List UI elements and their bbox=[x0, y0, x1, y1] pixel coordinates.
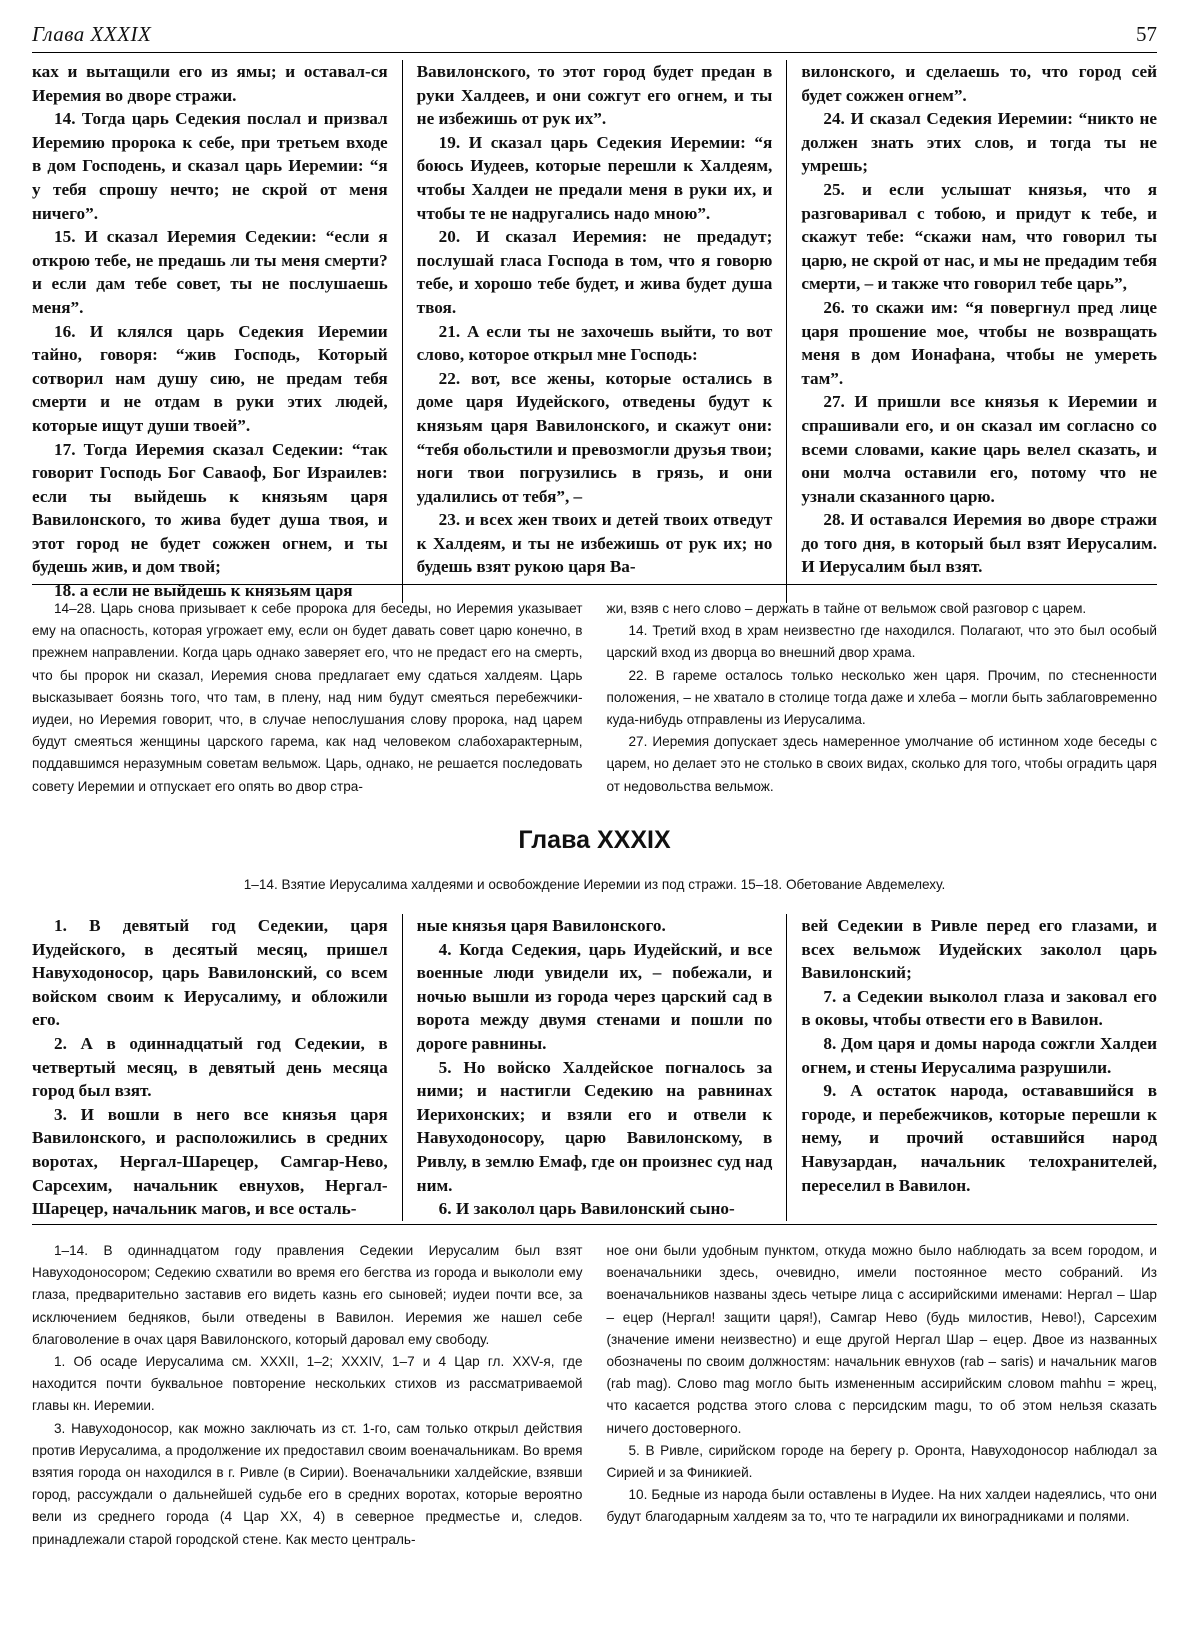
verse: 19. И сказал царь Седекия Иеремии: “я боюсь Иудеев, которые перешли к Халдеям, чтобы Халдеи не предали меня в руки их, и чтобы те не надругались надо мною”. bbox=[416, 132, 773, 223]
verse: 25. и если услышат князья, что я разговаривал с тобою, и придут к тебе, и скажут тебе: “скажи нам, что говорил ты царю, не скрой от нас, и мы не предадим тебя смерти, – и также что говорил тебе царь”, bbox=[801, 179, 1158, 294]
verse: 7. а Седекии выколол глаза и заковал его в оковы, чтобы отвести его в Вавилон. bbox=[801, 986, 1158, 1030]
bottom-text-column-2 bbox=[402, 914, 787, 1221]
verse: 20. И сказал Иеремия: не предадут; послушай гласа Господа в том, что я говорю тебе, и хорошо тебе будет, и жива будет душа твоя. bbox=[416, 227, 773, 317]
chapter-title: Глава XXXIX bbox=[518, 826, 671, 854]
verse: 26. то скажи им: “я повергнул пред лице царя прошение мое, чтобы не возвращать меня в дом Ионафана, чтобы не умереть там”. bbox=[801, 297, 1158, 388]
commentary-column-1 bbox=[32, 598, 583, 798]
verse: 21. А если ты не захочешь выйти, то вот слово, которое открыл мне Господь: bbox=[416, 321, 773, 365]
top-text-column-1 bbox=[32, 60, 402, 603]
commentary-paragraph: 22. В гареме осталось только несколько жен царя. Прочим, по стесненности положения, – не хватало в столице тогда даже и хлеба – могли быть заблаговременно куда-нибудь отправлены из Иерусалима. bbox=[606, 667, 1157, 728]
commentary-paragraph: 3. Навуходоносор, как можно заключать из ст. 1-го, сам только открыл действия против Иерусалима, а продолжение их предоставил своим военачальникам. Во время взятия города он находился в г. Ривле (в Сирии). Военачальники халдейские, взявши город, рассуждали о дальнейшей судьбе его в средних воротах, которые вероятно вели из среднего города (4 Цар XX, 4) в северное предместье и, следов. принадлежали старой городской стене. Как место централь- bbox=[32, 1420, 583, 1547]
verse: 6. И заколол царь Вавилонский сыно- bbox=[438, 1199, 735, 1219]
top-text-column-3 bbox=[786, 60, 1157, 603]
top-text-column-2 bbox=[402, 60, 787, 603]
bottom-text-columns bbox=[32, 914, 1157, 1221]
commentary-paragraph: 5. В Ривле, сирийском городе на берегу р. Оронта, Навуходоносор наблюдал за Сирией и за Финикией. bbox=[606, 1442, 1157, 1481]
top-text-columns bbox=[32, 60, 1157, 603]
verse: 2. А в одиннадцатый год Седекии, в четвертый месяц, в девятый день месяца город был взят. bbox=[32, 1033, 388, 1101]
verse: 1. В девятый год Седекии, царя Иудейского, в десятый месяц, пришел Навуходоносор, царь Вавилонский, со всем войском своим к Иерусалиму, и обложили его. bbox=[32, 916, 388, 1030]
verse: 18. а если не выйдешь к князьям царя bbox=[54, 581, 353, 601]
running-header bbox=[32, 18, 1157, 53]
verse: ные князья царя Вавилонского. bbox=[416, 916, 666, 935]
verse: 4. Когда Седекия, царь Иудейский, и все военные люди увидели их, – побежали, и ночью вышли из города через царский сад в ворота между двумя стенами и пошли по дороге равнины. bbox=[416, 939, 773, 1053]
top-commentary bbox=[32, 598, 1157, 798]
commentary-column-2 bbox=[607, 598, 1158, 798]
verse: 14. Тогда царь Седекия послал и призвал Иеремию пророка к себе, при третьем входе в дом Господень, и сказал царь Иеремии: “я у тебя спрошу нечто; не скрой от меня ничего”. bbox=[32, 109, 388, 223]
verse: вей Седекии в Ривле перед его глазами, и всех вельмож Иудейских заколол царь Вавилонский; bbox=[801, 916, 1158, 983]
verse: 22. вот, все жены, которые остались в доме царя Иудейского, отведены будут к князьям царя Вавилонского, и скажут они: “тебя обольстили и превозмогли друзья твои; ноги твои погрузились в грязь, и они удалились от тебя”, – bbox=[416, 368, 773, 506]
commentary-paragraph: ное они были удобным пунктом, откуда можно было наблюдать за всем городом, и военачальники здесь, очевидно, имели постоянное место собраний. Из военачальников названы здесь четыре лица с ассирийскими именами: Нергал – Шар – ецер (Нергал! защити царя!), Самгар Нево (будь милостив, Нево!), Сарсехим (значение имени неизвестно) и еще другой Нергал Шар – ецер. Двое из названных обозначены по своим должностям: начальник евнухов (rab – saris) и начальник магов (rab mag). Слово mag могло быть измененным ассирийским словом mahhu = жрец, что касается родства этого слова с персидским magu, то об этом нельзя сказать ничего достоверного. bbox=[606, 1243, 1157, 1436]
verse: 5. Но войско Халдейское погналось за ними; и настигли Седекию на равнинах Иерихонских; и взяли его и отвели к Навуходоносору, царю Вавилонскому, в Ривлу, в землю Емаф, где он произнес суд над ним. bbox=[416, 1057, 773, 1195]
verse: 27. И пришли все князья к Иеремии и спрашивали его, и он сказал им согласно со всеми словами, какие царь велел сказать, и они молча оставили его, потому что не узнали сказанного царю. bbox=[801, 392, 1158, 506]
verse: 17. Тогда Иеремия сказал Седекии: “так говорит Господь Бог Саваоф, Бог Израилев: если ты выйдешь к князьям царя Вавилонского, то жива будет душа твоя, и этот город не будет сожжен огнем, и ты будешь жив, и дом твой; bbox=[32, 439, 388, 577]
verse: 9. А остаток народа, остававшийся в городе, и перебежчиков, которые перешли к нему, и прочий оставшийся народ Навузардан, начальник телохранителей, переселил в Вавилон. bbox=[801, 1081, 1158, 1195]
verse: вилонского, и сделаешь то, что город сей будет сожжен огнем”. bbox=[801, 62, 1158, 105]
commentary-paragraph: 10. Бедные из народа были оставлены в Иудее. На них халдеи надеялись, что они будут благодарным халдеям за то, что те наградили их виноградниками и полями. bbox=[606, 1487, 1157, 1525]
chapter-summary: 1–14. Взятие Иерусалима халдеями и освобождение Иеремии из под стражи. 15–18. Обетование Авдемелеху. bbox=[243, 877, 946, 892]
running-title: Глава XXXIX bbox=[32, 22, 152, 46]
bottom-text-column-3 bbox=[786, 914, 1157, 1221]
verse: 3. И вошли в него все князья царя Вавилонского, и расположились в средних воротах, Нергал-Шарецер, Самгар-Нево, Сарсехим, начальник евнухов, Нергал-Шарецер, начальник магов, и все осталь- bbox=[32, 1104, 388, 1219]
verse: 28. И оставался Иеремия во дворе стражи до того дня, в который был взят Иерусалим. И Иерусалим был взят. bbox=[801, 510, 1158, 577]
commentary-paragraph: 27. Иеремия допускает здесь намеренное умолчание об истинном ходе беседы с царем, но делает это не столько в своих видах, сколько для того, чтобы оградить царя от недовольства вельмож. bbox=[606, 734, 1157, 794]
verse: ках и вытащили его из ямы; и оставал-ся Иеремия во дворе стражи. bbox=[32, 62, 388, 105]
divider bbox=[32, 584, 1157, 585]
verse: 24. И сказал Седекия Иеремии: “никто не должен знать этих слов, и тогда ты не умрешь; bbox=[801, 109, 1158, 176]
verse: 23. и всех жен твоих и детей твоих отведут к Халдеям, и ты не избежишь от рук их; но будешь взят рукою царя Ва- bbox=[416, 510, 773, 577]
verse: 15. И сказал Иеремия Седекии: “если я открою тебе, не предашь ли ты меня смерти? и если дам тебе совет, ты не послушаешь меня”. bbox=[32, 227, 388, 317]
commentary-paragraph: 1. Об осаде Иерусалима см. XXXII, 1–2; XXXIV, 1–7 и 4 Цар гл. XXV-я, где находится почти буквальное повторение нескольких стихов из рассматриваемой главы кн. Иеремии. bbox=[32, 1354, 583, 1414]
commentary-paragraph: 14–28. Царь снова призывает к себе пророка для беседы, но Иеремия указывает ему на опасность, которая угрожает ему, если он будет давать совет царю конечно, в прежнем направлении. Когда царь однако заверяет его, что не предаст его на смерть, что бы пророк ни сказал, Иеремия снова предлагает ему сдаться халдеям. Царь высказывает боязнь того, что там, в плену, над ним будут смеяться перебежчики-иудеи, но Иеремия говорит, что, в случае непослушания слову пророка, над царем будут смеяться женщины царского гарема, как над человеком слабохарактерным, поддавшимся неразумным советам вельмож. Царь, однако, не решается последовать совету Иеремии и отпускает его опять во двор стра- bbox=[32, 601, 583, 794]
commentary-paragraph: жи, взяв с него слово – держать в тайне от вельмож свой разговор с царем. bbox=[606, 601, 1087, 616]
verse: 16. И клялся царь Седекия Иеремии тайно, говоря: “жив Господь, Который сотворил нам душу сию, не предам тебя смерти и не отдам в руки этих людей, которые ищут души твоей”. bbox=[32, 321, 388, 435]
verse: Вавилонского, то этот город будет предан в руки Халдеев, и они сожгут его огнем, и ты не избежишь от рук их”. bbox=[416, 62, 773, 129]
commentary-column-2 bbox=[607, 1240, 1158, 1551]
bottom-commentary bbox=[32, 1240, 1157, 1551]
commentary-paragraph: 14. Третий вход в храм неизвестно где находился. Полагают, что это был особый царский вход из дворца во внешний двор храма. bbox=[606, 623, 1157, 661]
bottom-text-column-1 bbox=[32, 914, 402, 1221]
commentary-column-1 bbox=[32, 1240, 583, 1551]
verse: 8. Дом царя и домы народа сожгли Халдеи огнем, и стены Иерусалима разрушили. bbox=[801, 1033, 1158, 1077]
page-number: 57 bbox=[1136, 22, 1157, 46]
divider bbox=[32, 1224, 1157, 1225]
commentary-paragraph: 1–14. В одиннадцатом году правления Седекии Иерусалим был взят Навуходоносором; Седекию схватили во время его бегства из города и выкололи ему глаза, предварительно заставив его видеть казнь его сыновей; иудеи почти все, за исключением бедняков, были отведены в Вавилон. Иеремия же нашел себе благоволение в очах царя Вавилонского, который даровал ему свободу. bbox=[32, 1243, 583, 1347]
